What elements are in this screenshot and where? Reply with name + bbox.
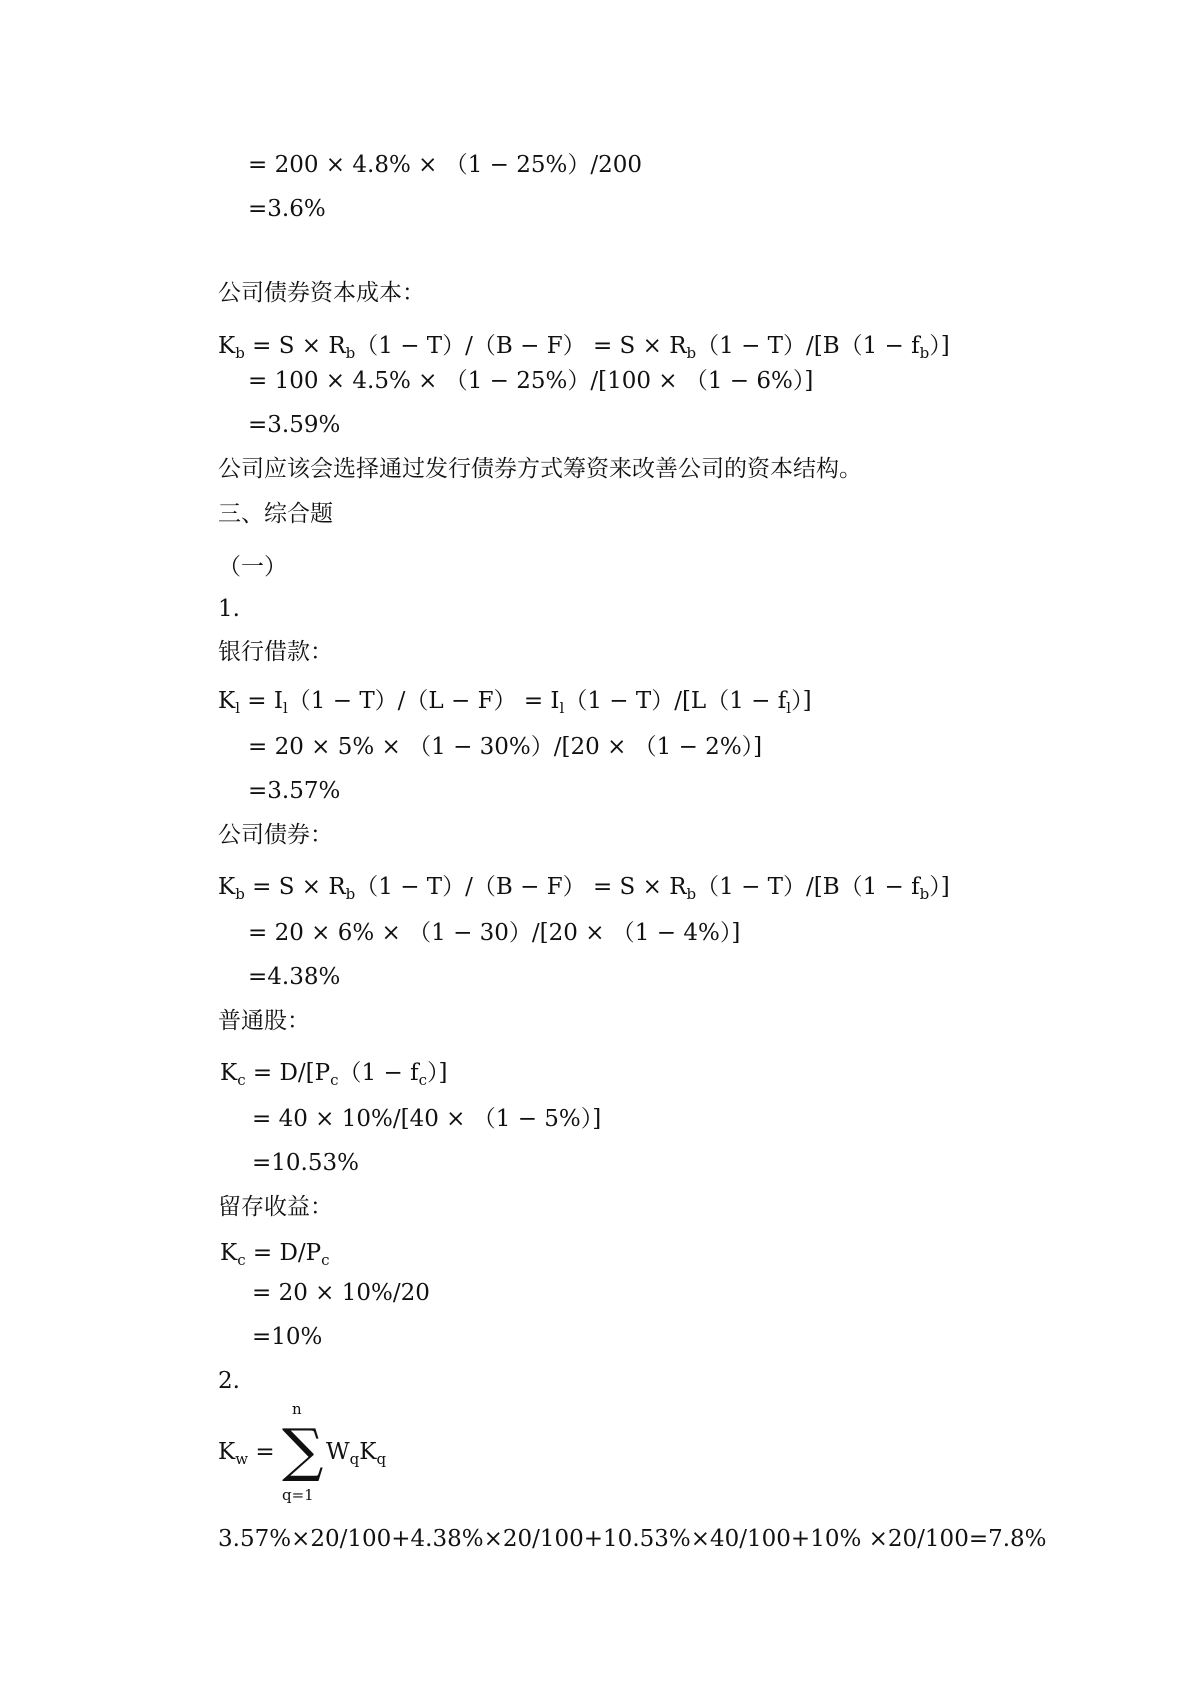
section-heading: 公司债券资本成本： — [218, 280, 425, 306]
sum-lower-limit: q=1 — [282, 1486, 314, 1504]
sum-upper-limit: n — [292, 1400, 302, 1418]
conclusion-text: 公司应该会选择通过发行债券方式筹资来改善公司的资本结构。 — [218, 456, 862, 482]
formula-lhs: $K_w$ = — [218, 1439, 275, 1468]
result-line: =3.57% — [248, 778, 341, 804]
result-line: =3.59% — [248, 412, 341, 438]
item-heading: 普通股： — [218, 1008, 310, 1034]
result-line: =10% — [252, 1324, 323, 1350]
section-heading: 三、综合题 — [218, 501, 333, 527]
item-heading: 公司债券： — [218, 822, 333, 848]
subsection-heading: （一） — [218, 554, 287, 580]
formula-line: $K_c = D/P_c$ — [220, 1240, 330, 1269]
formula-line: = 20 × 5% × （1 − 30%）/[20 × （1 − 2%）] — [248, 734, 763, 760]
formula-line: = 100 × 4.5% × （1 − 25%）/[100 × （1 − 6%）] — [248, 368, 814, 394]
formula-line: $K_b = S \times R_b(1 - T)/(B - F) = S \times R_b(1 - T)/[B(1 - f_b)]$ — [218, 874, 950, 903]
final-calculation: 3.57%×20/100+4.38%×20/100+10.53%×40/100+10% ×20/100=7.8% — [218, 1526, 1047, 1552]
formula-line: $K_b = S \times R_b(1 - T)/(B - F) = S \times R_b(1 - T)/[B(1 - f_b)]$ — [218, 333, 950, 362]
formula-line: = 20 × 10%/20 — [252, 1280, 430, 1306]
formula-line: = 40 × 10%/[40 × （1 − 5%）] — [252, 1106, 602, 1132]
question-number: 2. — [218, 1368, 240, 1394]
formula-rhs: $W_qK_q$ — [326, 1439, 387, 1468]
result-line: =10.53% — [252, 1150, 359, 1176]
formula-line: $K_l = I_l(1 - T)/(L - F) = I_l(1 - T)/[L(1 - f_l)]$ — [218, 688, 812, 717]
result-line: =3.6% — [248, 196, 326, 222]
formula-line: = 20 × 6% × （1 − 30）/[20 × （1 − 4%）] — [248, 920, 741, 946]
item-heading: 留存收益： — [218, 1194, 333, 1220]
question-number: 1. — [218, 596, 240, 622]
formula-line: $K_c = D/[P_c(1 - f_c)]$ — [220, 1060, 448, 1089]
summation-symbol: ∑ — [282, 1416, 324, 1484]
result-line: =4.38% — [248, 964, 341, 990]
item-heading: 银行借款： — [218, 639, 333, 665]
formula-line: = 200 × 4.8% × （1 − 25%）/200 — [248, 152, 642, 178]
